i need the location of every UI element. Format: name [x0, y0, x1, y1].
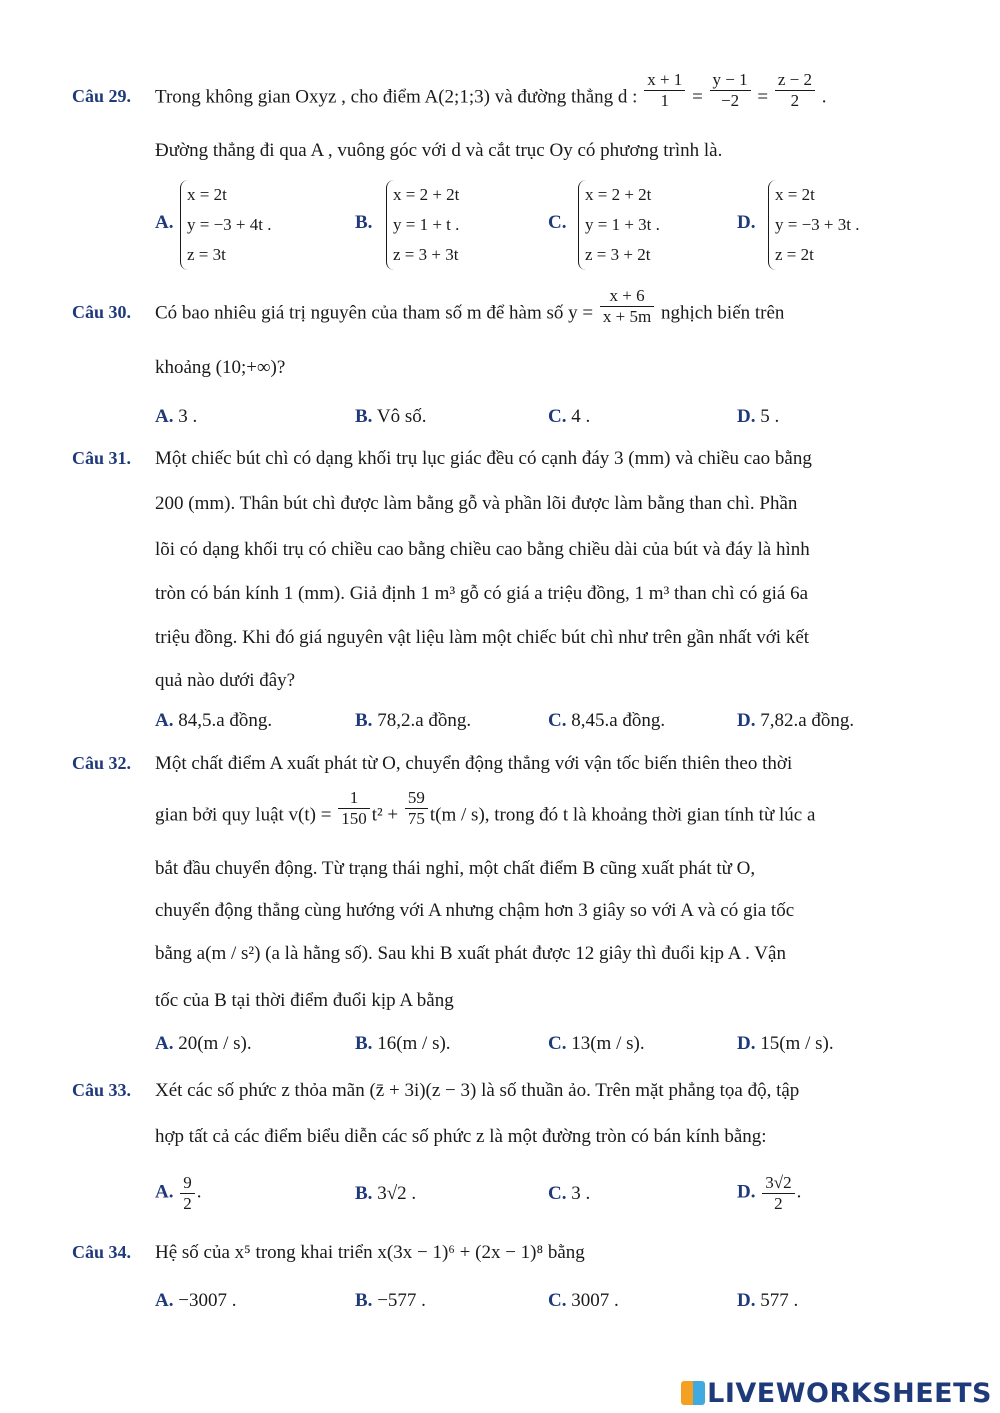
question-33-line-2: hợp tất cả các điểm biểu diễn các số phức z là một đường tròn có bán kính bằng: — [155, 1126, 767, 1147]
option-29-a[interactable]: A. — [155, 212, 174, 233]
option-32-c[interactable]: C. 13(m / s). — [548, 1033, 645, 1054]
question-32-line-1: Một chất điểm A xuất phát từ O, chuyển động thẳng với vận tốc biến thiên theo thời — [155, 753, 793, 774]
question-30-label: Câu 30. — [72, 302, 132, 322]
system-29-b: x = 2 + 2t y = 1 + t . z = 3 + 3t — [386, 180, 459, 270]
question-31-label: Câu 31. — [72, 448, 132, 468]
option-30-d[interactable]: D. 5 . — [737, 406, 780, 427]
liveworksheets-icon — [681, 1381, 705, 1405]
option-31-d[interactable]: D. 7,82.a đồng. — [737, 710, 855, 731]
system-29-a: x = 2t y = −3 + 4t . z = 3t — [180, 180, 272, 270]
option-31-c[interactable]: C. 8,45.a đồng. — [548, 710, 666, 731]
question-29-text: Trong không gian Oxyz , cho điểm A(2;1;3) và đường thẳng d : $\frac{x + 1}{1}$ = $\frac{y - 1}{-2}$ = $\frac{z - 2}{2}$ . — [155, 70, 827, 110]
question-33-line-1: Xét các số phức z thỏa mãn (z̄ + 3i)(z − 3) là số thuần ảo. Trên mặt phẳng tọa độ, tập — [155, 1080, 800, 1101]
option-33-d[interactable]: D. $\frac{3√2}{2}$ . — [737, 1173, 802, 1213]
option-32-a[interactable]: A. 20(m / s). — [155, 1033, 252, 1054]
question-34-label: Câu 34. — [72, 1242, 132, 1262]
question-31-line-4: tròn có bán kính 1 (mm). Giả định 1 m³ gỗ có giá a triệu đồng, 1 m³ than chì có giá 6a — [155, 583, 809, 604]
question-31-line-2: 200 (mm). Thân bút chì được làm bằng gỗ và phần lõi được làm bằng than chì. Phần — [155, 493, 798, 514]
option-32-d[interactable]: D. 15(m / s). — [737, 1033, 834, 1054]
option-29-c[interactable]: C. — [548, 212, 567, 233]
question-34-text: Hệ số của x⁵ trong khai triển x(3x − 1)⁶ + (2x − 1)⁸ bằng — [155, 1242, 585, 1263]
question-33-label: Câu 33. — [72, 1080, 132, 1100]
question-30-text: Có bao nhiêu giá trị nguyên của tham số m để hàm số y = $\frac{x + 6}{x + 5m}$ nghịch biến trên — [155, 286, 785, 326]
question-29-text-2: Đường thẳng đi qua A , vuông góc với d và cắt trục Oy có phương trình là. — [155, 140, 723, 161]
option-34-c[interactable]: C. 3007 . — [548, 1290, 619, 1311]
question-32-label: Câu 32. — [72, 753, 132, 773]
option-29-d[interactable]: D. — [737, 212, 756, 233]
question-32-line-3: bắt đầu chuyển động. Từ trạng thái nghỉ, một chất điểm B cũng xuất phát từ O, — [155, 858, 756, 879]
system-29-d: x = 2t y = −3 + 3t . z = 2t — [768, 180, 860, 270]
question-32-line-6: tốc của B tại thời điểm đuổi kịp A bằng — [155, 990, 454, 1011]
question-31-line-1: Một chiếc bút chì có dạng khối trụ lục giác đều có cạnh đáy 3 (mm) và chiều cao bằng — [155, 448, 812, 469]
option-33-c[interactable]: C. 3 . — [548, 1183, 591, 1204]
option-29-b[interactable]: B. — [355, 212, 373, 233]
option-32-b[interactable]: B. 16(m / s). — [355, 1033, 451, 1054]
question-29-label: Câu 29. — [72, 86, 132, 106]
option-30-b[interactable]: B. Vô số. — [355, 406, 427, 427]
question-32-line-2: gian bởi quy luật v(t) = $\frac{1}{150}$ t² + $\frac{59}{75}$ t(m / s), trong đó t là khoảng thời gian tính từ lúc a — [155, 788, 816, 828]
option-34-a[interactable]: A. −3007 . — [155, 1290, 237, 1311]
question-32-line-4: chuyển động thẳng cùng hướng với A nhưng chậm hơn 3 giây so với A và có gia tốc — [155, 900, 795, 921]
option-33-a[interactable]: A. $\frac{9}{2}$ . — [155, 1173, 202, 1213]
question-31-line-3: lõi có dạng khối trụ có chiều cao bằng chiều cao bằng chiều dài của bút và đáy là hình — [155, 539, 810, 560]
option-30-a[interactable]: A. 3 . — [155, 406, 198, 427]
liveworksheets-logo[interactable]: LIVEWORKSHEETS — [681, 1378, 992, 1409]
option-34-d[interactable]: D. 577 . — [737, 1290, 799, 1311]
option-31-b[interactable]: B. 78,2.a đồng. — [355, 710, 472, 731]
option-33-b[interactable]: B. 3√2 . — [355, 1183, 417, 1204]
system-29-c: x = 2 + 2t y = 1 + 3t . z = 3 + 2t — [578, 180, 660, 270]
option-30-c[interactable]: C. 4 . — [548, 406, 591, 427]
question-30-text-2: khoảng (10;+∞)? — [155, 357, 286, 378]
question-31-line-6: quả nào dưới đây? — [155, 670, 296, 691]
question-32-line-5: bằng a(m / s²) (a là hằng số). Sau khi B xuất phát được 12 giây thì đuổi kịp A . Vận — [155, 943, 786, 964]
question-31-line-5: triệu đồng. Khi đó giá nguyên vật liệu làm một chiếc bút chì như trên gần nhất với kết — [155, 627, 810, 648]
option-34-b[interactable]: B. −577 . — [355, 1290, 426, 1311]
option-31-a[interactable]: A. 84,5.a đồng. — [155, 710, 273, 731]
